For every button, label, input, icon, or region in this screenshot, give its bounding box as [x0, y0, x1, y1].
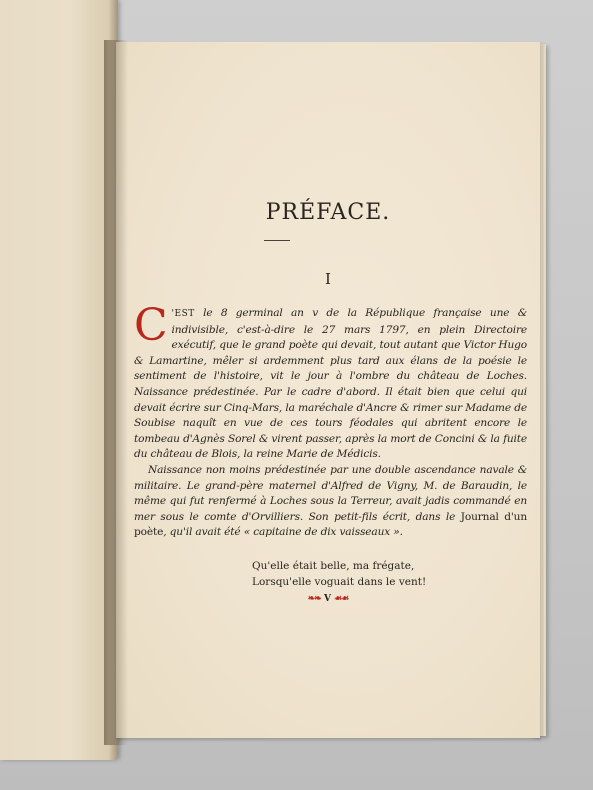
body-text: [134, 300, 527, 541]
first-word-smallcaps: 'EST: [171, 309, 195, 319]
paragraph-1-text: le 8 germinal an v de la République française une & indivisible, c'est-à-dire le 27 mars 1797, en plein Directoire exécutif, que le grand poète qui devait, tout autant que Victor Hugo & Lamartine, mêler si ardemment plus tard aux élans de la poésie le sentiment de l'histoire, vit le jour à l'ombre du château de Loches. Naissance prédestinée. Par le cadre d'abord. Il était bien que celui qui devait écrire sur Cinq-Mars, la maréchale d'Ancre & rimer sur Madame de Soubise naquît en vue de ces tours féodales qui abritent encore le tombeau d'Agnès Sorel & virent passer, après la mort de Concini & la fuite du château de Blois, la reine Marie de Médicis.: [134, 307, 527, 461]
ornament-left: ❧❧: [307, 594, 321, 604]
verse-quote: [252, 558, 492, 590]
gutter-shadow: [104, 40, 128, 745]
section-number: I: [325, 270, 331, 288]
folio-number: V: [323, 594, 331, 604]
left-facing-page: [0, 0, 118, 760]
paragraph-1: [134, 300, 527, 463]
journal-title: Journal d'un poète: [134, 510, 527, 539]
verse-line-1: Qu'elle était belle, ma frégate,: [252, 560, 415, 572]
page-folio: [116, 594, 540, 604]
verse-line-2: Lorsqu'elle voguait dans le vent!: [252, 576, 427, 588]
title-rule: [264, 240, 290, 241]
ornament-right: ☙☙: [334, 594, 349, 604]
paragraph-2-text-b: , qu'il avait été « capitaine de dix vaisseaux ».: [163, 526, 403, 539]
right-page: [116, 42, 540, 738]
page-title: PRÉFACE.: [265, 200, 391, 225]
paragraph-2-text-a: Naissance non moins prédestinée par une double ascendance navale & militaire. Le grand-père maternel d'Alfred de Vigny, M. de Baraudin, le même qui fut renfermé à Loches sous la Terreur, avait jadis commandé en mer sous le comte d'Orvilliers. Son petit-fils écrit, dans le: [134, 463, 527, 523]
paragraph-2: [134, 463, 527, 541]
drop-cap: C: [134, 300, 168, 351]
